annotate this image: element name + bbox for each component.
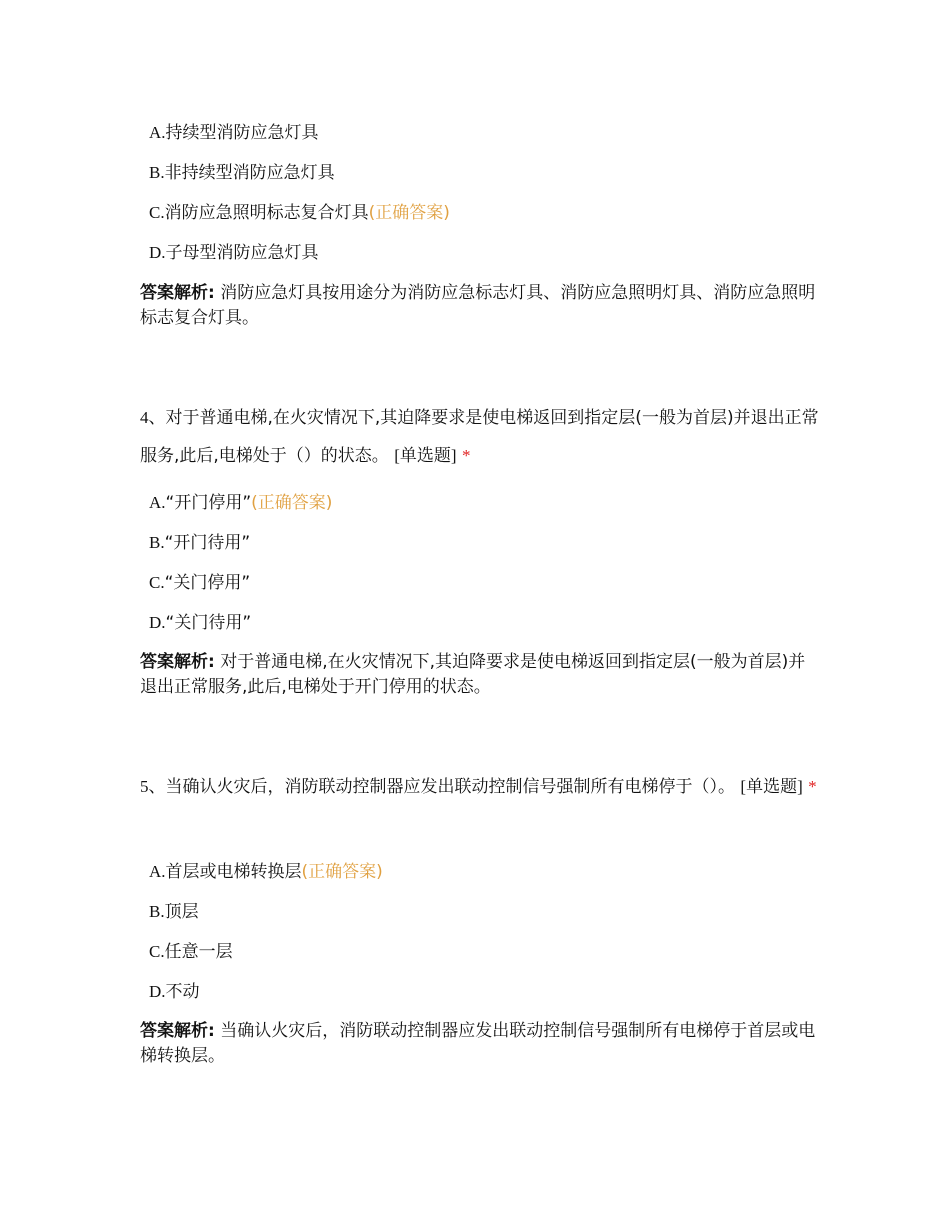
q3-option-c [149,201,450,225]
correct-answer-tag: (正确答案) [251,493,333,513]
option-letter: D. [149,982,166,1001]
correct-answer-tag: (正确答案) [368,203,450,223]
option-text: 首层或电梯转换层 [165,862,302,882]
option-letter: C. [149,203,165,222]
q4-option-a [149,491,332,515]
q5-option-d [149,980,200,1004]
option-text: “开门待用” [164,533,251,553]
explanation-label: 答案解析: [140,652,215,672]
correct-answer-tag: (正确答案) [301,862,383,882]
explanation-text: 当确认火灾后，消防联动控制器应发出联动控制信号强制所有电梯停于首层或电梯转换层。 [140,1021,816,1066]
option-text: 非持续型消防应急灯具 [164,163,335,183]
option-letter: D. [149,613,166,632]
required-marker: * [808,777,817,796]
q3-option-d [149,241,319,265]
option-letter: C. [149,573,165,592]
q5-option-b [149,900,199,924]
option-letter: B. [149,902,165,921]
option-letter: A. [149,862,166,881]
q5-option-c [149,940,233,964]
question-type: [单选题] [740,777,803,796]
question-number: 5 [140,777,149,796]
option-text: 顶层 [164,902,199,922]
option-text: 消防应急照明标志复合灯具 [164,203,369,223]
q3-option-a [149,121,319,145]
question-type: [单选题] [394,446,457,465]
option-text: “开门停用” [165,493,252,513]
q5-question [140,768,820,806]
question-text: 、对于普通电梯,在火灾情况下,其迫降要求是使电梯返回到指定层(一般为首层)并退出正常服务,此后,电梯处于（）的状态。 [140,408,819,466]
option-text: 不动 [165,982,200,1002]
q4-question [140,399,820,475]
explanation-text: 对于普通电梯,在火灾情况下,其迫降要求是使电梯返回到指定层(一般为首层)并退出正常服务,此后,电梯处于开门停用的状态。 [140,652,806,697]
question-text: 、当确认火灾后，消防联动控制器应发出联动控制信号强制所有电梯停于（）。 [148,777,735,797]
option-text: 持续型消防应急灯具 [165,123,319,143]
question-number: 4 [140,408,149,427]
option-letter: A. [149,493,166,512]
option-text: “关门停用” [164,573,251,593]
q4-option-c [149,571,250,595]
option-letter: A. [149,123,166,142]
q5-option-a [149,860,383,884]
option-text: 任意一层 [164,942,233,962]
option-letter: B. [149,533,165,552]
explanation-label: 答案解析: [140,283,215,303]
option-letter: C. [149,942,165,961]
q4-option-d [149,611,251,635]
option-letter: D. [149,243,166,262]
q4-answer-explanation [140,650,820,700]
q5-answer-explanation [140,1019,820,1069]
required-marker: * [461,446,471,465]
explanation-label: 答案解析: [140,1021,215,1041]
q3-answer-explanation [140,281,820,331]
explanation-text: 消防应急灯具按用途分为消防应急标志灯具、消防应急照明灯具、消防应急照明标志复合灯具。 [140,283,816,328]
option-text: “关门待用” [165,613,252,633]
option-letter: B. [149,163,165,182]
q4-option-b [149,531,250,555]
option-text: 子母型消防应急灯具 [165,243,319,263]
q3-option-b [149,161,335,185]
